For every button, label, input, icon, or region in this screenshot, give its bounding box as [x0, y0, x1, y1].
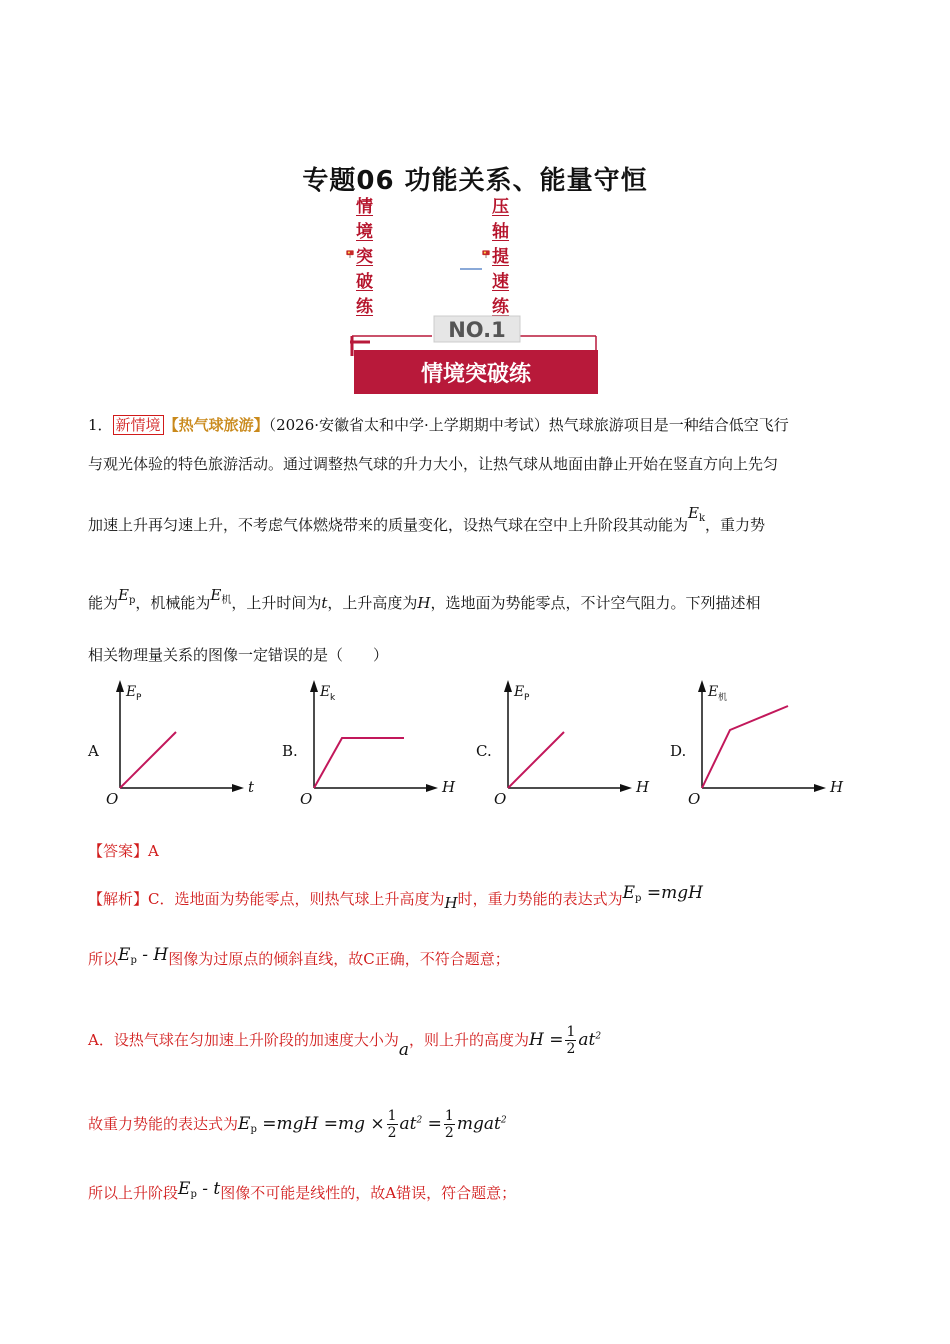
y-axis-label-sub: k	[330, 693, 336, 703]
x-axis-label: t	[248, 778, 255, 796]
banner-number: NO.1	[448, 318, 506, 342]
divider	[460, 268, 482, 270]
x-axis-label: H	[830, 778, 844, 796]
option-graph	[296, 672, 456, 812]
option-letter: A	[88, 742, 99, 760]
y-axis-arrow	[310, 680, 318, 692]
option-letter: D.	[670, 742, 687, 760]
x-axis-arrow	[620, 784, 632, 792]
x-axis-label: H	[442, 778, 456, 796]
signpost-icon	[346, 242, 354, 266]
analysis-line-4: 故重力势能的表达式为$E_p =mgH =mg$ × $\frac{1}{2}$ $at^2$ = $\frac{1}{2}$ mgat$^2$	[88, 1108, 507, 1141]
origin-label: O	[494, 790, 507, 808]
origin-label: O	[688, 790, 701, 808]
analysis-line-3: A．设热气球在匀加速上升阶段的加速度大小为a，则上升的高度为H = $\frac{1}{2}$ $at^2$	[88, 1024, 602, 1060]
new-scenario-tag: 新情境	[113, 415, 164, 435]
question-line-4: 能为$E_p$，机械能为$E_机$，上升时间为t，上升高度为H，选地面为势能零点，不计空气阻力。下列描述相	[88, 586, 761, 612]
x-axis-label: H	[636, 778, 650, 796]
graph-curve	[508, 732, 564, 788]
analysis-line-2: 所以$E_p$ - H图像为过原点的倾斜直线，故C正确，不符合题意；	[88, 945, 510, 968]
signpost-icon	[482, 242, 490, 266]
page-title: 专题06 功能关系、能量守恒	[302, 166, 648, 196]
section-banner	[350, 314, 602, 396]
option-a[interactable]	[88, 672, 268, 812]
tab-scenario-practice[interactable]: 情境突破练	[346, 240, 387, 268]
y-axis-label: E	[126, 684, 137, 700]
x-axis-arrow	[232, 784, 244, 792]
analysis-line-1: 【解析】C．选地面为势能零点，则热气球上升高度为H时，重力势能的表达式为$E_p =mgH$	[88, 883, 703, 912]
y-axis-label-sub: 机	[718, 693, 728, 703]
analysis-line-5: 所以上升阶段$E_p$ - t图像不可能是线性的，故A错误，符合题意；	[88, 1179, 517, 1202]
y-axis-label-sub: P	[136, 693, 142, 703]
answer-value: A	[148, 842, 159, 860]
option-c[interactable]	[476, 672, 656, 812]
question-line-2: 与观光体验的特色旅游活动。通过调整热气球的升力大小，让热气球从地面由静止开始在竖直方向上先匀	[88, 455, 779, 473]
origin-label: O	[300, 790, 313, 808]
banner-label: 情境突破练	[420, 362, 532, 387]
y-axis-label-sub: P	[524, 693, 530, 703]
x-axis-arrow	[814, 784, 826, 792]
y-axis-arrow	[504, 680, 512, 692]
answer-line: 【答案】A	[88, 842, 159, 860]
graph-curve	[120, 732, 176, 788]
y-axis-label: E	[320, 684, 331, 700]
question-line-3: 加速上升再匀速上升，不考虑气体燃烧带来的质量变化，设热气球在空中上升阶段其动能为$E_k$，重力势	[88, 504, 766, 534]
option-d[interactable]	[670, 672, 850, 812]
option-b[interactable]	[282, 672, 462, 812]
y-axis-arrow	[698, 680, 706, 692]
tab-advanced-practice[interactable]: 压轴提速练	[482, 240, 523, 268]
question-line-5: 相关物理量关系的图像一定错误的是（ ）	[88, 646, 389, 664]
y-axis-label: E	[514, 684, 525, 700]
option-graph	[684, 672, 844, 812]
question-line-1: 1． 新情境 【热气球旅游】（2026·安徽省太和中学·上学期期中考试）热气球旅游项目是一种结合低空飞行	[88, 416, 789, 434]
y-axis-label: E	[708, 684, 719, 700]
option-graph	[102, 672, 262, 812]
graph-curve	[702, 706, 788, 788]
y-axis-arrow	[116, 680, 124, 692]
option-letter: C.	[476, 742, 492, 760]
graph-curve	[314, 738, 404, 788]
option-graph	[490, 672, 650, 812]
x-axis-arrow	[426, 784, 438, 792]
origin-label: O	[106, 790, 119, 808]
option-letter: B.	[282, 742, 298, 760]
topic-tag: 【热气球旅游】	[163, 416, 269, 434]
